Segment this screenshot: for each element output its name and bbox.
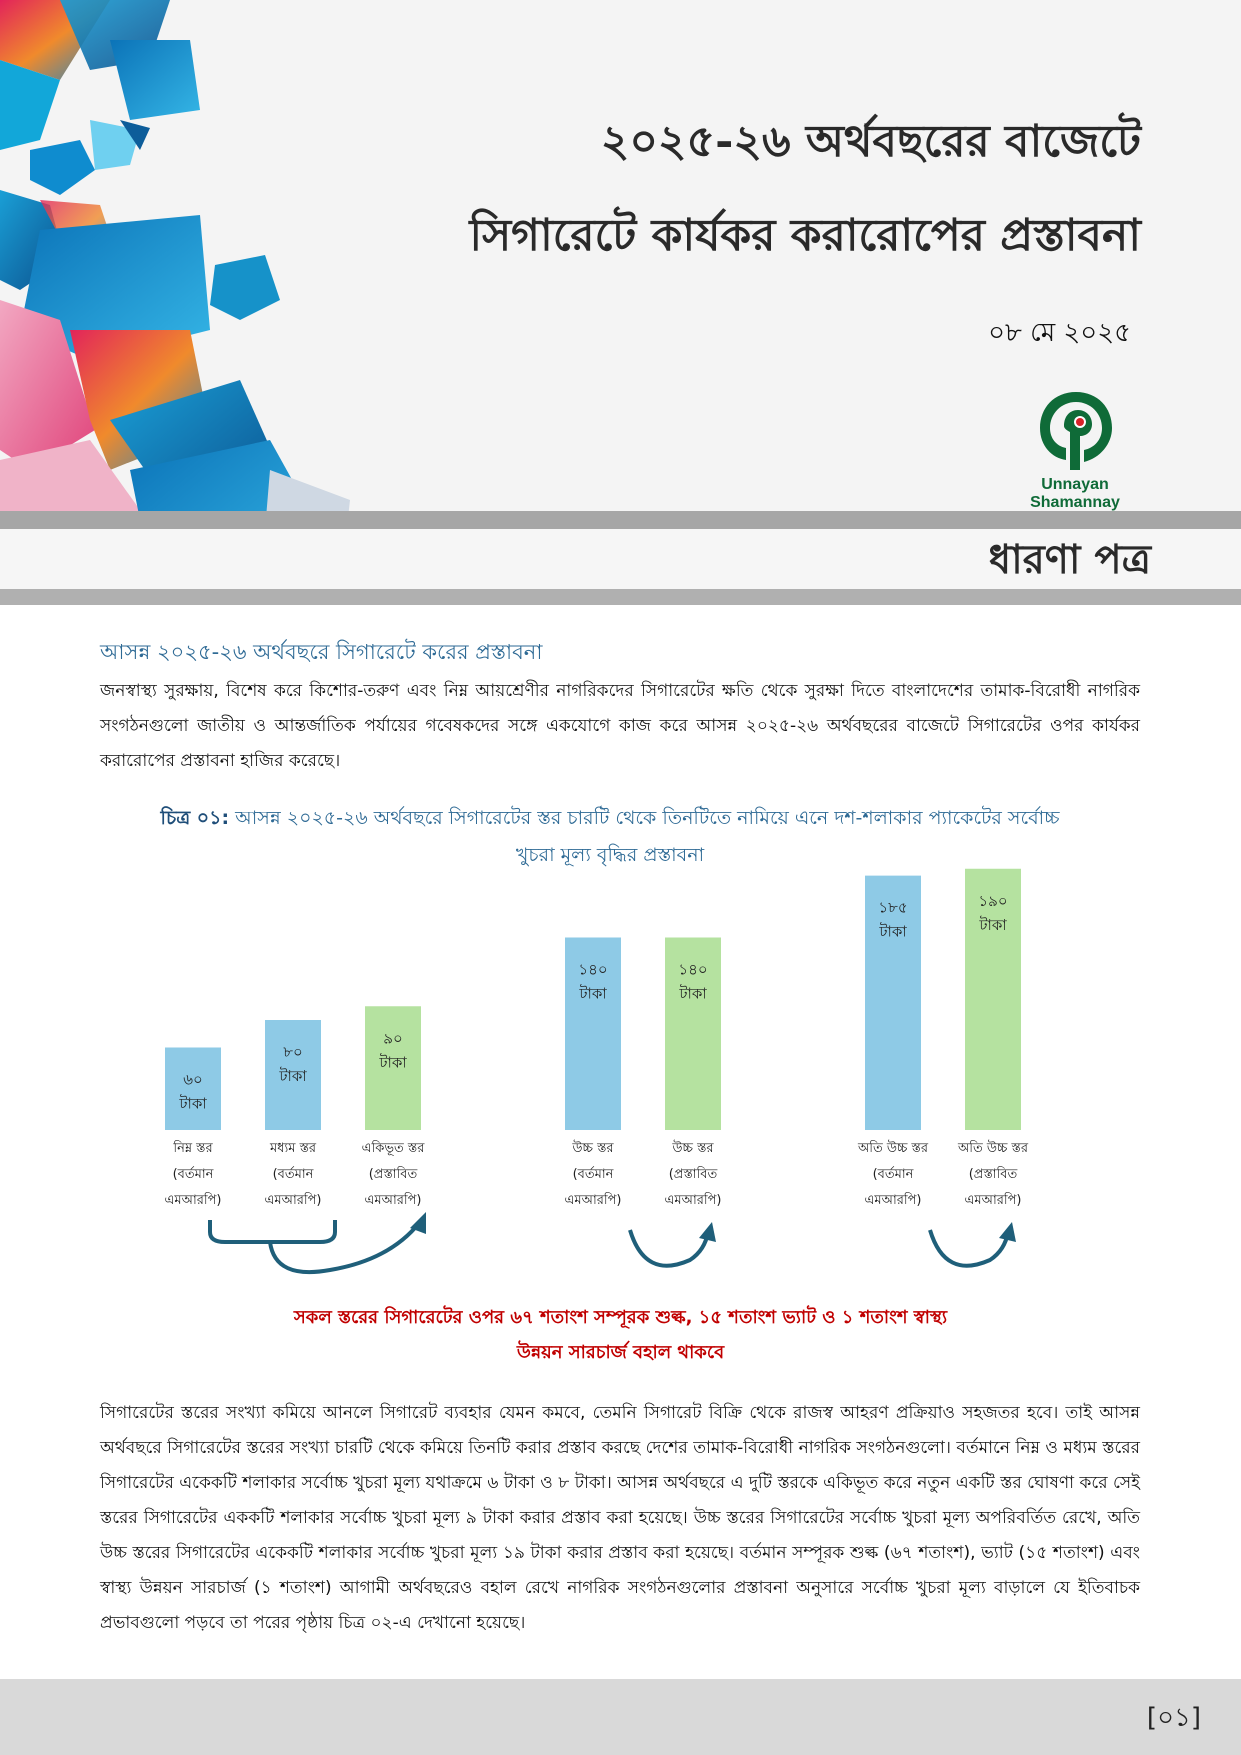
title-line-1: ২০২৫-২৬ অর্থবছরের বাজেটে [600, 116, 1141, 167]
mrp-bar-chart [0, 850, 1241, 1300]
bar-category-label: এমআরপি) [964, 1193, 1022, 1208]
high-tier-arrow-head [699, 1222, 716, 1242]
merge-bracket [210, 1220, 335, 1242]
bar-category-label: (বর্তমান [572, 1167, 614, 1182]
section-heading: আসন্ন ২০২৫-২৬ অর্থবছরে সিগারেটে করের প্রস্তাবনা [100, 640, 543, 664]
bar-category-label: (প্রস্তাবিত [368, 1167, 418, 1182]
bar-category-label: উচ্চ স্তর [672, 1141, 714, 1156]
bar-category-label: এমআরপি) [264, 1193, 322, 1208]
figure-label: চিত্র ০১: [160, 807, 230, 829]
bar-value-label: টাকা [379, 1053, 407, 1072]
bar-value-label: টাকা [979, 915, 1007, 934]
bar-value-label: ৯০ [383, 1029, 403, 1048]
bar-value-label: টাকা [679, 984, 707, 1003]
cover-header [0, 0, 1241, 605]
bar-value-label: ১৮৫ [878, 898, 908, 917]
bar-category-label: (বর্তমান [272, 1167, 314, 1182]
document-type-label: ধারণা পত্র [988, 536, 1151, 583]
logo-text: Unnayan Shamannay [1030, 476, 1120, 511]
figure-caption-line-1: আসন্ন ২০২৫-২৬ অর্থবছরে সিগারেটের স্তর চারটি থেকে তিনটিতে নামিয়ে এনে দশ-শলাকার প্যাকেটের সর্বোচ্চ [235, 807, 1060, 829]
bar-value-label: ১৯০ [978, 891, 1008, 910]
very-high-tier-arrow [930, 1230, 1008, 1266]
bar-value-label: টাকা [579, 984, 607, 1003]
bar-category-label: মধ্যম স্তর [269, 1141, 317, 1156]
tax-note [200, 1300, 1041, 1370]
bar-category-label: নিম্ন স্তর [173, 1141, 213, 1156]
bar-value-label: ১৪০ [678, 960, 708, 979]
tax-note-line-2: উন্নয়ন সারচার্জ বহাল থাকবে [516, 1342, 725, 1363]
very-high-tier-arrow-head [999, 1222, 1016, 1242]
bar-category-label: (বর্তমান [172, 1167, 214, 1182]
title-line-2: সিগারেটে কার্যকর করারোপের প্রস্তাবনা [469, 210, 1141, 261]
bar-category-label: এমআরপি) [164, 1193, 222, 1208]
organization-logo [1000, 388, 1150, 511]
decorative-cubes-graphic [0, 0, 360, 590]
bar-value-label: টাকা [879, 922, 907, 941]
intro-paragraph: জনস্বাস্থ্য সুরক্ষায়, বিশেষ করে কিশোর-তরুণ এবং নিম্ন আয়শ্রেণীর নাগরিকদের সিগারেটের ক্ষতি থেকে সুরক্ষা দিতে বাংলাদেশের তামাক-বিরোধী নাগরিক সংগঠনগুলো জাতীয় ও আন্তর্জাতিক পর্যায়ের গবেষকদের সঙ্গে একযোগে কাজ করে আসন্ন ২০২৫-২৬ অর্থবছরের বাজেটে সিগারেটের ওপর কার্যকর করারোপের প্রস্তাবনা হাজির করেছে। [100, 681, 1140, 771]
bar-category-label: অতি উচ্চ স্তর [957, 1141, 1029, 1156]
bar-value-label: ৮০ [283, 1043, 303, 1061]
bar-value-label: টাকা [179, 1094, 207, 1113]
unnayan-shamannay-logo-icon [1034, 388, 1118, 472]
figure-caption-line-2: খুচরা মূল্য বৃদ্ধির প্রস্তাবনা [515, 844, 705, 866]
page-number: [০১] [1146, 1703, 1201, 1733]
bar-category-label: এমআরপি) [364, 1193, 422, 1208]
bar-category-label: (বর্তমান [872, 1167, 914, 1182]
bar-category-label: উচ্চ স্তর [572, 1141, 614, 1156]
bar-category-label: অতি উচ্চ স্তর [857, 1141, 929, 1156]
page-footer [0, 1679, 1241, 1755]
band-divider-top [0, 511, 1241, 529]
merge-arrow [270, 1222, 420, 1272]
bar-value-label: ৬০ [183, 1070, 203, 1089]
publication-date: ০৮ মে ২০২৫ [988, 318, 1131, 348]
bar-category-label: এমআরপি) [564, 1193, 622, 1208]
tax-note-line-1: সকল স্তরের সিগারেটের ওপর ৬৭ শতাংশ সম্পূরক শুল্ক, ১৫ শতাংশ ভ্যাট ও ১ শতাংশ স্বাস্থ্য [293, 1307, 948, 1328]
bar-category-label: একিভূত স্তর [361, 1141, 425, 1156]
bar-category-label: এমআরপি) [864, 1193, 922, 1208]
bar-0 [165, 1048, 221, 1131]
high-tier-arrow [630, 1230, 708, 1266]
bar-category-label: (প্রস্তাবিত [668, 1167, 718, 1182]
explanation-paragraph: সিগারেটের স্তরের সংখ্যা কমিয়ে আনলে সিগারেট ব্যবহার যেমন কমবে, তেমনি সিগারেট বিক্রি থেকে রাজস্ব আহরণ প্রক্রিয়াও সহজতর হবে। তাই আসন্ন অর্থবছরে সিগারেটের স্তরের সংখ্যা চারটি থেকে কমিয়ে তিনটি করার প্রস্তাব করছে দেশের তামাক-বিরোধী নাগরিক সংগঠনগুলো। বর্তমানে নিম্ন ও মধ্যম স্তরের সিগারেটের একেকটি শলাকার সর্বোচ্চ খুচরা মূল্য যথাক্রমে ৬ টাকা ও ৮ টাকা। আসন্ন অর্থবছরে এ দুটি স্তরকে একিভূত করে নতুন একটি স্তর ঘোষণা করে সেই স্তরের সিগারেটের এককটি শলাকার সর্বোচ্চ খুচরা মূল্য ৯ টাকা করার প্রস্তাব করা হয়েছে। উচ্চ স্তরের সিগারেটের সর্বোচ্চ খুচরা মূল্য অপরিবর্তিত রেখে, অতি উচ্চ স্তরের সিগারেটের একেকটি শলাকার সর্বোচ্চ খুচরা মূল্য ১৯ টাকা করার প্রস্তাব করা হয়েছে। বর্তমান সম্পূরক শুল্ক (৬৭ শতাংশ), ভ্যাট (১৫ শতাংশ) এবং স্বাস্থ্য উন্নয়ন সারচার্জ (১ শতাংশ) আগামী অর্থবছরেও বহাল রেখে নাগরিক সংগঠনগুলোর প্রস্তাবনা অনুসারে সর্বোচ্চ খুচরা মূল্য বাড়ালে যে ইতিবাচক প্রভাবগুলো পড়বে তা পরের পৃষ্ঠায় চিত্র ০২-এ দেখানো হয়েছে। [100, 1403, 1140, 1633]
bar-value-label: টাকা [279, 1067, 307, 1085]
bar-category-label: এমআরপি) [664, 1193, 722, 1208]
bar-value-label: ১৪০ [578, 960, 608, 979]
bar-category-label: (প্রস্তাবিত [968, 1167, 1018, 1182]
